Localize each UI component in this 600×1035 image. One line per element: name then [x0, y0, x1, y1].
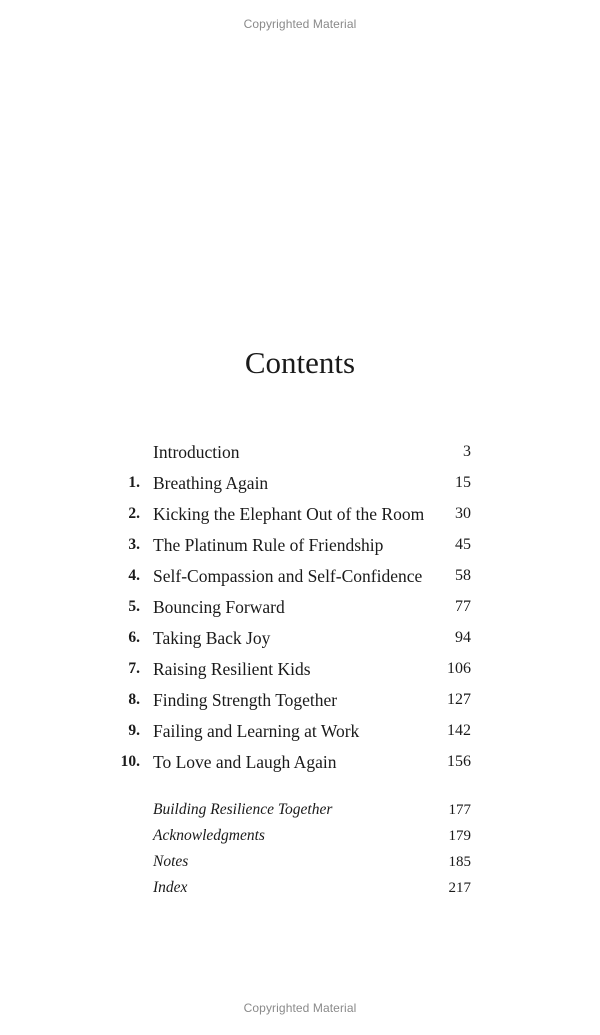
toc-entry[interactable]	[0, 502, 600, 526]
chapter-number: 6.	[128, 629, 140, 646]
toc-entry[interactable]	[0, 440, 600, 464]
chapter-title: Breathing Again	[153, 473, 269, 493]
back-matter-title: Notes	[153, 853, 189, 870]
chapter-title: Failing and Learning at Work	[153, 721, 360, 741]
toc-back-matter-entry[interactable]	[0, 852, 600, 872]
toc-entry[interactable]	[0, 564, 600, 588]
chapter-title: Kicking the Elephant Out of the Room	[153, 504, 425, 524]
chapter-title: Taking Back Joy	[153, 628, 271, 648]
toc-entry[interactable]	[0, 595, 600, 619]
chapter-number: 5.	[128, 598, 140, 615]
copyright-watermark-bottom: Copyrighted Material	[243, 1001, 357, 1015]
page-number: 142	[447, 722, 471, 739]
page-number: 177	[448, 802, 471, 818]
page-number: 156	[447, 753, 471, 770]
page-number: 94	[455, 629, 471, 646]
page-number: 30	[455, 505, 471, 522]
page-number: 77	[455, 598, 471, 615]
back-matter-title: Acknowledgments	[153, 827, 265, 844]
page-number: 185	[448, 854, 471, 870]
chapter-number: 7.	[128, 660, 140, 677]
page-number: 106	[447, 660, 471, 677]
chapter-title: Introduction	[153, 442, 240, 462]
toc-entry[interactable]	[0, 719, 600, 743]
toc-back-matter-entry[interactable]	[0, 800, 600, 820]
toc-back-matter-entry[interactable]	[0, 826, 600, 846]
chapter-title: Raising Resilient Kids	[153, 659, 311, 679]
toc-entry[interactable]	[0, 533, 600, 557]
chapter-number: 2.	[128, 505, 140, 522]
page-number: 3	[463, 443, 471, 460]
chapter-number: 4.	[128, 567, 140, 584]
chapter-title: Bouncing Forward	[153, 597, 285, 617]
page-title: Contents	[244, 344, 356, 380]
back-matter-title: Building Resilience Together	[153, 801, 333, 818]
chapter-title: The Platinum Rule of Friendship	[153, 535, 384, 555]
toc-entry[interactable]	[0, 688, 600, 712]
chapter-number: 3.	[128, 536, 140, 553]
page-number: 15	[455, 474, 471, 491]
toc-entry[interactable]	[0, 471, 600, 495]
chapter-number: 1.	[128, 474, 140, 491]
back-matter-title: Index	[153, 879, 188, 896]
chapter-number: 9.	[128, 722, 140, 739]
toc-entry[interactable]	[0, 626, 600, 650]
chapter-number: 10.	[120, 753, 140, 770]
page-number: 127	[447, 691, 471, 708]
chapter-title: Finding Strength Together	[153, 690, 338, 710]
toc-entry[interactable]	[0, 657, 600, 681]
chapter-title: To Love and Laugh Again	[153, 752, 337, 772]
page-number: 179	[448, 828, 471, 844]
chapter-number: 8.	[128, 691, 140, 708]
page-number: 58	[455, 567, 471, 584]
page-number: 217	[448, 880, 471, 896]
copyright-watermark-top: Copyrighted Material	[243, 17, 357, 31]
page-number: 45	[455, 536, 471, 553]
chapter-title: Self-Compassion and Self-Confidence	[153, 566, 423, 586]
toc-back-matter-entry[interactable]	[0, 878, 600, 898]
toc-entry[interactable]	[0, 750, 600, 774]
